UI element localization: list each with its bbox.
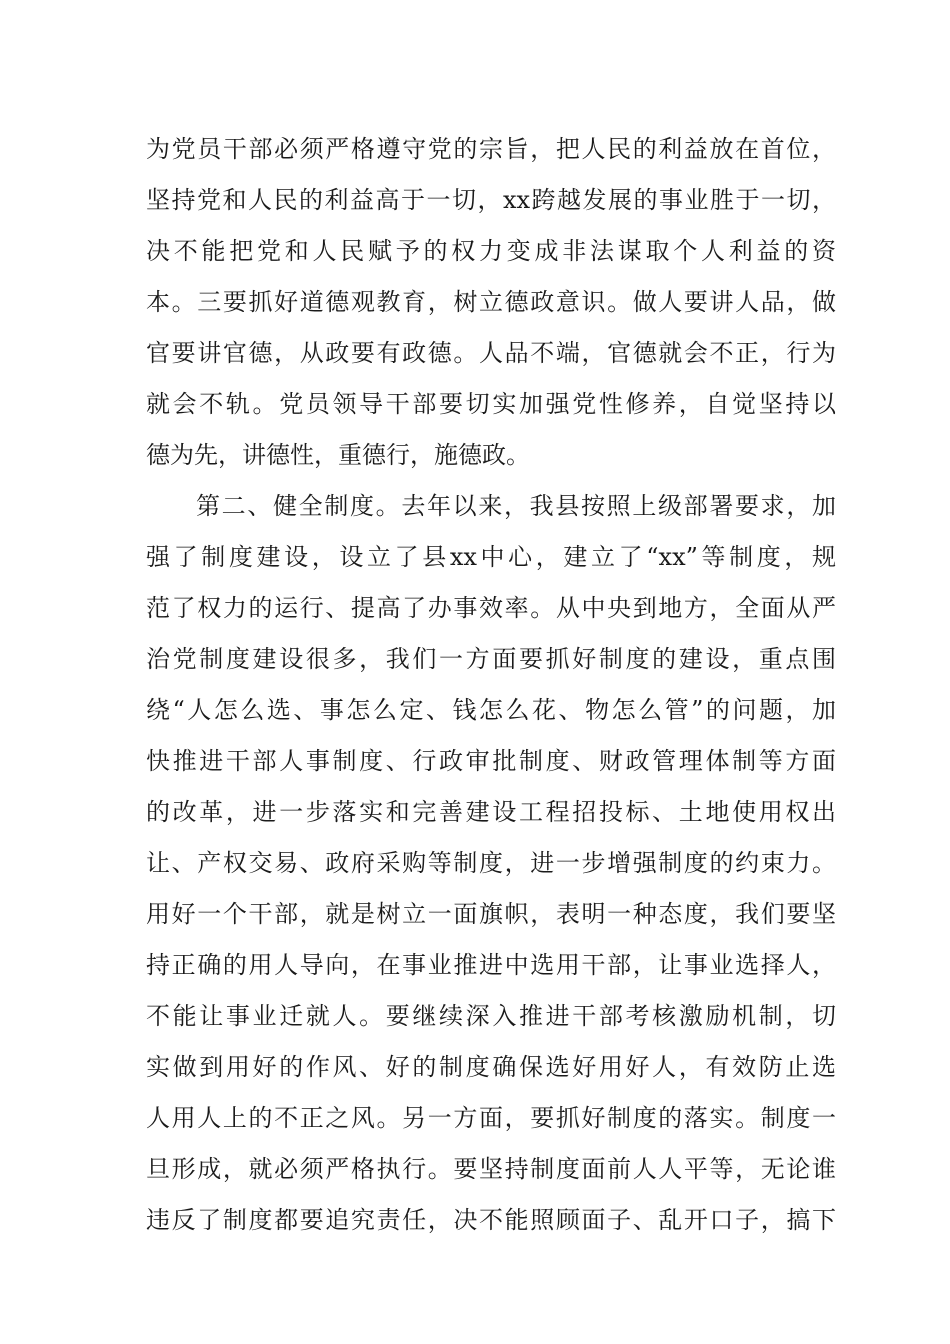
paragraph-line: 德为先，讲德性，重德行，施德政。 — [146, 441, 530, 469]
paragraph-line: 用好一个干部，就是树立一面旗帜，表明一种态度，我们要坚 — [146, 900, 836, 928]
paragraph-line: 第二、健全制度。去年以来，我县按照上级部署要求，加 — [196, 492, 836, 520]
paragraph-line: 为党员干部必须严格遵守党的宗旨，把人民的利益放在首位， — [146, 135, 836, 163]
paragraph-line: 坚持党和人民的利益高于一切，xx跨越发展的事业胜于一切， — [146, 186, 836, 214]
paragraph-line: 范了权力的运行、提高了办事效率。从中央到地方，全面从严 — [146, 594, 836, 622]
paragraph-line: 让、产权交易、政府采购等制度，进一步增强制度的约束力。 — [146, 849, 836, 877]
paragraph-line: 实做到用好的作风、好的制度确保选好用好人，有效防止选 — [146, 1053, 836, 1081]
paragraph-line: 不能让事业迁就人。要继续深入推进干部考核激励机制，切 — [146, 1002, 836, 1030]
paragraph-2 — [146, 481, 836, 1246]
paragraph-line: 快推进干部人事制度、行政审批制度、财政管理体制等方面 — [146, 747, 836, 775]
paragraph-line: 官要讲官德，从政要有政德。人品不端，官德就会不正，行为 — [146, 339, 836, 367]
paragraph-1 — [146, 124, 836, 481]
paragraph-line: 决不能把党和人民赋予的权力变成非法谋取个人利益的资 — [146, 237, 836, 265]
paragraph-line: 绕“人怎么选、事怎么定、钱怎么花、物怎么管”的问题，加 — [146, 696, 836, 724]
paragraph-line: 强了制度建设，设立了县xx中心，建立了“xx”等制度，规 — [146, 543, 836, 571]
paragraph-line: 本。三要抓好道德观教育，树立德政意识。做人要讲人品，做 — [146, 288, 836, 316]
paragraph-line: 持正确的用人导向，在事业推进中选用干部，让事业选择人， — [146, 951, 836, 979]
paragraph-line: 的改革，进一步落实和完善建设工程招投标、土地使用权出 — [146, 798, 836, 826]
paragraph-line: 治党制度建设很多，我们一方面要抓好制度的建设，重点围 — [146, 645, 836, 673]
paragraph-line: 旦形成，就必须严格执行。要坚持制度面前人人平等，无论谁 — [146, 1155, 836, 1183]
paragraph-line: 就会不轨。党员领导干部要切实加强党性修养，自觉坚持以 — [146, 390, 836, 418]
paragraph-line: 违反了制度都要追究责任，决不能照顾面子、乱开口子，搞下 — [146, 1206, 836, 1234]
paragraph-line: 人用人上的不正之风。另一方面，要抓好制度的落实。制度一 — [146, 1104, 836, 1132]
